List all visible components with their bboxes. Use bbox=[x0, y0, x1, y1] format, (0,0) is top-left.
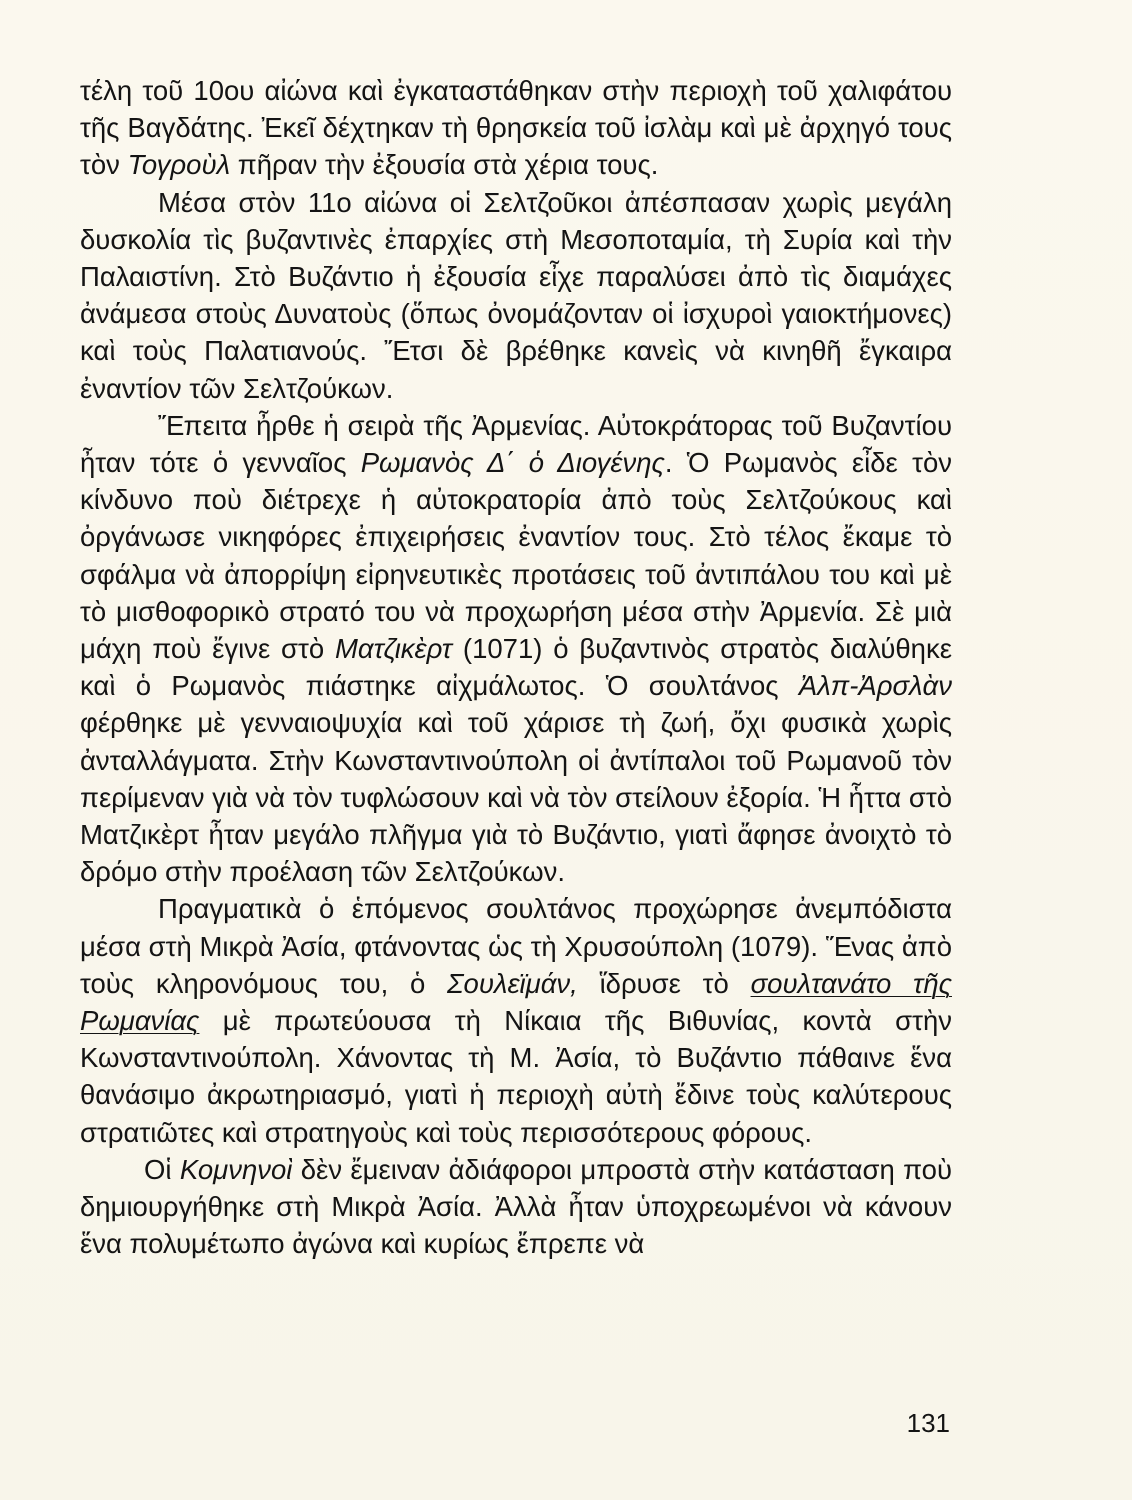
body-text bbox=[80, 72, 952, 1263]
place-manzikert: Ματζικὲρτ bbox=[335, 633, 453, 665]
paragraph-3: Ἔπειτα ἦρθε ἡ σειρὰ τῆς Ἀρμενίας. Αὐτοκράτορας τοῦ Βυζαντίου ἦταν τότε ὁ γενναῖος Ρωμανὸς Δ΄ ὁ Διογένης. Ὁ Ρωμανὸς εἶδε τὸν κίνδυνο ποὺ διέτρεχε ἡ αὐτοκρατορία ἀπὸ τοὺς Σελτζούκους καὶ ὀργάνωσε νικηφόρες ἐπιχειρήσεις ἐναντίον τους. Στὸ τέλος ἔκαμε τὸ σφάλμα νὰ ἀπορρίψη εἰρηνευτικὲς προτάσεις τοῦ ἀντιπάλου του καὶ μὲ τὸ μισθοφορικὸ στρατό του νὰ προχωρήση μέσα στὴν Ἀρμενία. Σὲ μιὰ μάχη ποὺ ἔγινε στὸ Ματζικὲρτ (1071) ὁ βυζαντινὸς στρατὸς διαλύθηκε καὶ ὁ Ρωμανὸς πιάστηκε αἰχμάλωτος. Ὁ σουλτάνος Ἀλπ-Ἀρσλὰν φέρθηκε μὲ γενναιοψυχία καὶ τοῦ χάρισε τὴ ζωή, ὄχι φυσικὰ χωρὶς ἀνταλλάγματα. Στὴν Κωνσταντινούπολη οἱ ἀντίπαλοι τοῦ Ρωμανοῦ τὸν περίμεναν γιὰ νὰ τὸν τυφλώσουν καὶ νὰ τὸν στείλουν ἐξορία. Ἡ ἧττα στὸ Ματζικὲρτ ἦταν μεγάλο πλῆγμα γιὰ τὸ Βυζάντιο, γιατὶ ἄφησε ἀνοιχτὸ τὸ δρόμο στὴν προέλαση τῶν Σελτζούκων. bbox=[80, 409, 952, 888]
sultanate-of-rum: σουλτανάτο τῆς Ρωμανίας bbox=[80, 967, 952, 1037]
page-number: 131 bbox=[906, 1408, 950, 1438]
name-suleiman: Σουλεϊμάν, bbox=[447, 967, 578, 999]
name-togroul: Τογροὺλ bbox=[127, 149, 231, 181]
name-komnenoi: Κομνηνοὶ bbox=[179, 1153, 293, 1185]
paragraph-1: τέλη τοῦ 10ου αἰώνα καὶ ἐγκαταστάθηκαν στὴν περιοχὴ τοῦ χαλιφάτου τῆς Βαγδάτης. Ἐκεῖ δέχτηκαν τὴ θρησκεία τοῦ ἰσλὰμ καὶ μὲ ἀρχηγό τους τὸν Τογροὺλ πῆραν τὴν ἐξουσία στὰ χέρια τους. bbox=[80, 75, 952, 181]
name-romanos: Ρωμανὸς Δ΄ ὁ Διογένης bbox=[360, 447, 665, 479]
name-alp-arslan: Ἀλπ-Ἀρσλὰν bbox=[798, 670, 952, 702]
paragraph-4: Πραγματικὰ ὁ ἑπόμενος σουλτάνος προχώρησε ἀνεμπόδιστα μέσα στὴ Μικρὰ Ἀσία, φτάνοντας ὡς τὴ Χρυσούπολη (1079). Ἕνας ἀπὸ τοὺς κληρονόμους του, ὁ Σουλεϊμάν, ἵδρυσε τὸ σουλτανάτο τῆς Ρωμανίας μὲ πρωτεύουσα τὴ Νίκαια τῆς Βιθυνίας, κοντὰ στὴν Κωνσταντινούπολη. Χάνοντας τὴ Μ. Ἀσία, τὸ Βυζάντιο πάθαινε ἕνα θανάσιμο ἀκρωτηριασμό, γιατὶ ἡ περιοχὴ αὐτὴ ἔδινε τοὺς καλύτερους στρατιῶτες καὶ στρατηγοὺς καὶ τοὺς περισσότερους φόρους. bbox=[80, 893, 952, 1148]
paragraph-5: Οἱ Κομνηνοὶ δὲν ἔμειναν ἀδιάφοροι μπροστὰ στὴν κατάσταση ποὺ δημιουργήθηκε στὴ Μικρὰ Ἀσία. Ἀλλὰ ἦταν ὑποχρεωμένοι νὰ κάνουν ἕνα πολυμέτωπο ἀγώνα καὶ κυρίως ἔπρεπε νὰ bbox=[80, 1153, 952, 1260]
paragraph-2: Μέσα στὸν 11ο αἰώνα οἱ Σελτζοῦκοι ἀπέσπασαν χωρὶς μεγάλη δυσκολία τὶς βυζαντινὲς ἐπαρχίες στὴ Μεσοποταμία, τὴ Συρία καὶ τὴν Παλαιστίνη. Στὸ Βυζάντιο ἡ ἐξουσία εἶχε παραλύσει ἀπὸ τὶς διαμάχες ἀνάμεσα στοὺς Δυνατοὺς (ὅπως ὀνομάζονταν οἱ ἰσχυροὶ γαιοκτήμονες) καὶ τοὺς Παλατιανούς. Ἔτσι δὲ βρέθηκε κανεὶς νὰ κινηθῆ ἔγκαιρα ἐναντίον τῶν Σελτζούκων. bbox=[80, 186, 952, 404]
